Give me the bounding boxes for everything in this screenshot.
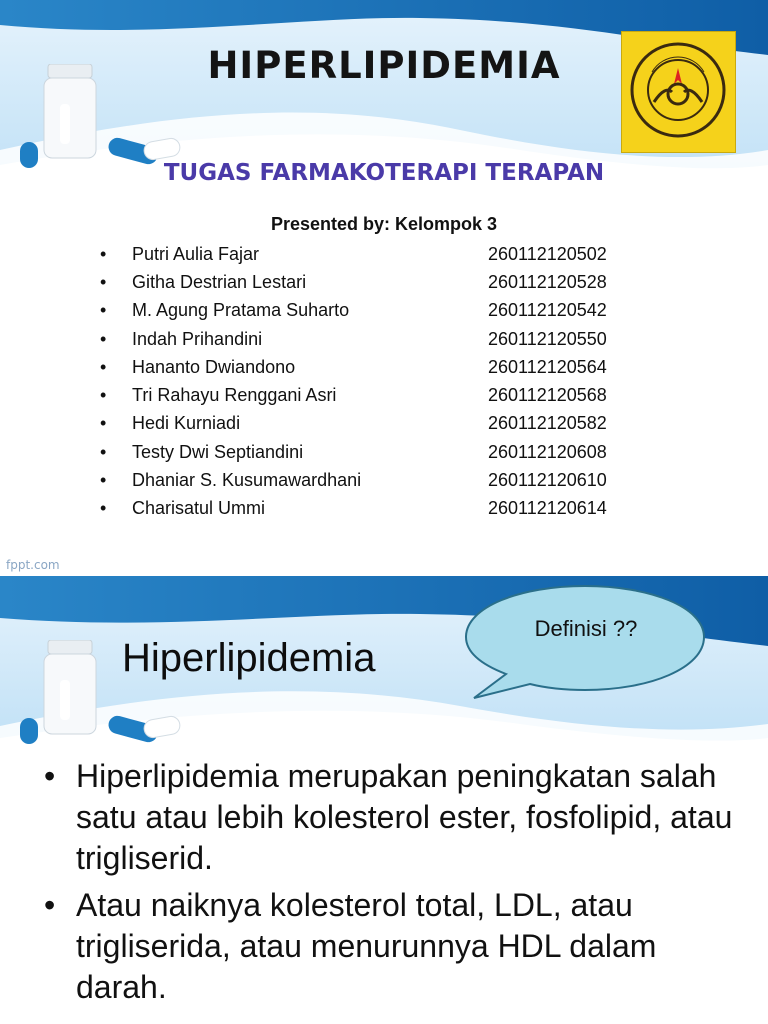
list-item: • Hiperlipidemia merupakan peningkatan salah satu atau lebih kolesterol ester, fosfolipid, atau trigliserid. <box>44 758 733 876</box>
university-seal-icon <box>622 32 735 152</box>
slide-gap <box>0 555 768 576</box>
speech-bubble <box>460 582 710 702</box>
slide-subtitle: TUGAS FARMAKOTERAPI TERAPAN <box>163 160 605 186</box>
list-item: • Putri Aulia Fajar 260112120502 <box>100 243 607 264</box>
list-item: • Atau naiknya kolesterol total, LDL, atau trigliserida, atau menurunnya HDL dalam darah. <box>44 887 657 1005</box>
list-item: • M. Agung Pratama Suharto 260112120542 <box>100 300 607 321</box>
list-item: • Hananto Dwiandono 260112120564 <box>100 356 607 377</box>
capsule-icon <box>20 714 190 754</box>
list-item: • Dhaniar S. Kusumawardhani 260112120610 <box>100 470 607 491</box>
presented-by: Presented by: Kelompok 3 <box>270 214 498 234</box>
list-item: • Testy Dwi Septiandini 260112120608 <box>100 441 607 462</box>
list-item: • Hedi Kurniadi 260112120582 <box>100 413 607 434</box>
list-item: • Charisatul Ummi 260112120614 <box>100 498 607 519</box>
list-item: • Tri Rahayu Renggani Asri 260112120568 <box>100 385 607 406</box>
content-slide <box>0 576 768 1024</box>
credit-text: fppt.com <box>6 558 60 572</box>
university-logo <box>621 31 736 153</box>
slide-title: Hiperlipidemia <box>122 636 376 680</box>
list-item: • Githa Destrian Lestari 260112120528 <box>100 271 607 292</box>
slide-title: HIPERLIPIDEMIA <box>207 44 561 87</box>
definition-list <box>44 756 734 1014</box>
list-item: • Indah Prihandini 260112120550 <box>100 328 607 349</box>
member-list <box>100 240 607 523</box>
bubble-text: Definisi ?? <box>534 616 638 641</box>
